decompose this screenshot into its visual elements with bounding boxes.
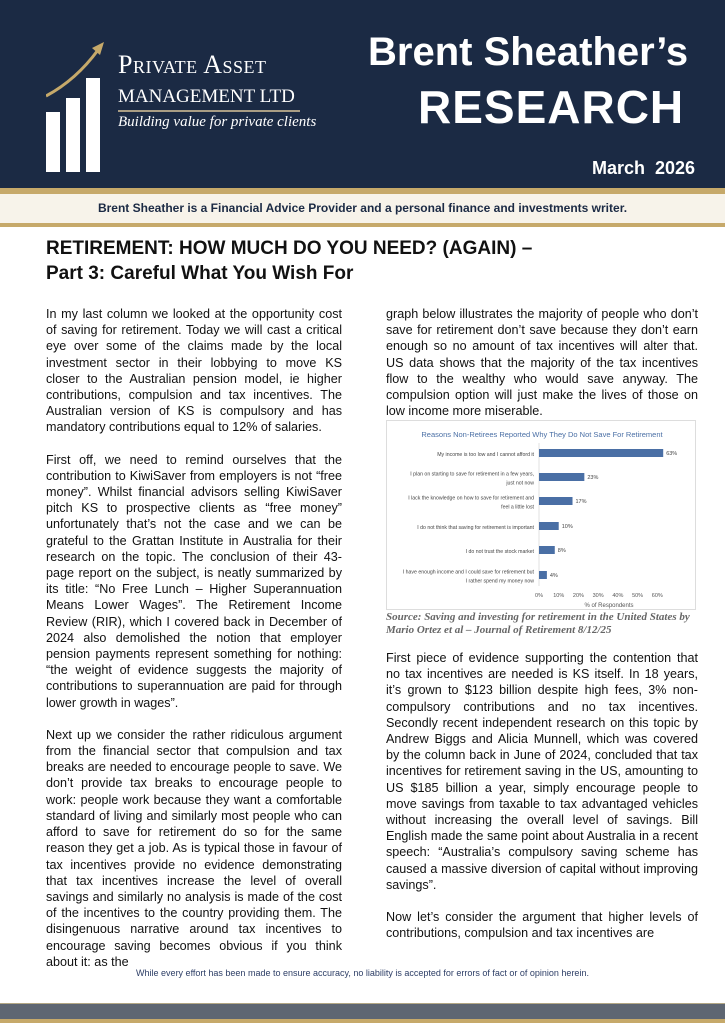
paragraph: First off, we need to remind ourselves that the contribution to KiwiSaver from employers is not “free money”. Whilst financial advisors selling KiwiSaver pitch KS to prospective clients as “free money” unfortunately that’s not the case and we can be grateful to the Grattan Institute in Australia for their research on the topic. The conclusion of their 43-page report on the subject, is neatly summarized by its title: “No Free Lunch – Higher Superannuation Means Lower Wages”. The Retirement Income Review (RIR), which I covered back in December of 2024 also demolished the notion that employer pension payments represent something for nothing: “the weight of evidence suggests the majority of contributions to superannuation are paid for through lower growth in wages”. — [46, 452, 342, 710]
footer-gold-line — [0, 1019, 725, 1023]
masthead — [0, 0, 725, 188]
data-label: 8% — [557, 548, 566, 554]
author-strip: Brent Sheather is a Financial Advice Provider and a personal finance and investments writer. — [0, 194, 725, 223]
data-label: 17% — [575, 499, 587, 505]
logo-name: Private Asset — [118, 50, 267, 79]
paragraph: Next up we consider the rather ridiculous argument from the financial sector that compulsion and tax breaks are needed to encourage people to save. We don’t provide tax breaks to encourage people to work: people work because they want a comfortable standard of living and similarly most people who can afford to save for retirement do so for the same reason they get a job. As is typical those in favour of tax incentives provide no evidence demonstrating that tax incentives increase the level of overall savings and similarly no analysis is made of the cost of the incentives to the country providing them. The disingenuous narrative around tax incentives to encourage saving becomes obvious if you think about it: as the — [46, 727, 342, 969]
category-label: I have enough income and I could save for retirement but — [402, 569, 534, 576]
paragraph: graph below illustrates the majority of people who don’t save for retirement don’t save because they don’t earn enough so no amount of tax incentives will alter that. US data shows that the majority of the tax incentives flow to the wealthy who would save anyway. The compulsion option will just make the lives of those on low income more miserable. — [386, 307, 698, 419]
x-tick-label: 40% — [612, 593, 624, 599]
category-label: I do not trust the stock market — [465, 549, 534, 555]
x-tick-label: 0% — [535, 593, 543, 599]
brand-title: Brent Sheather’s — [368, 30, 689, 74]
x-tick-label: 50% — [632, 593, 644, 599]
data-label: 10% — [561, 524, 573, 530]
category-label: I do not think that saving for retirement is important — [417, 525, 534, 531]
logo-name-2: MANAGEMENT LTD — [118, 86, 295, 107]
paragraph: In my last column we looked at the opportunity cost of saving for retirement. Today we will cast a critical eye over some of the claims made by the local investment sector in their lobbying to move KS closer to the Australian pension model, ie higher contributions, compulsion and tax incentives. The Australian version of KS is compulsory and has mandatory contributions equal to 12% of salaries. — [46, 307, 342, 435]
x-tick-label: 60% — [651, 593, 663, 599]
bar — [539, 497, 573, 505]
gold-divider — [0, 223, 725, 227]
article-title: RETIREMENT: HOW MUCH DO YOU NEED? (AGAIN) – — [46, 238, 533, 259]
category-label: My income is too low and I cannot afford it — [437, 452, 534, 458]
x-axis-label: % of Respondents — [584, 603, 634, 609]
logo-tagline: Building value for private clients — [118, 114, 317, 130]
right-column-bottom — [386, 650, 698, 957]
chart-title: Reasons Non-Retirees Reported Why They Do Not Save For Retirement — [421, 430, 663, 439]
issue-date: March 2026 — [592, 158, 696, 178]
category-label: I lack the knowledge on how to save for retirement and — [408, 495, 534, 502]
bar — [539, 571, 547, 579]
bar — [539, 546, 555, 554]
chart-source: Source: Saving and investing for retirement in the United States by Mario Ortez et al – Journal of Retirement 8/12/25 — [386, 611, 690, 636]
paragraph: First piece of evidence supporting the contention that no tax incentives are needed is KS itself. In 18 years, it’s grown to $123 billion despite high fees, 3% non-compulsory contributions and no tax incentives. Secondly recent independent research on this topic by Andrew Biggs and Alicia Munnell, which was covered by the column back in June of 2024, concluded that tax incentives for retirement saving in the US, amounting to US $185 billion a year, simply encourage people to move savings from taxable to tax advantaged vehicles without increasing the overall level of savings. Bill English made the same point about Australia in a recent speech: “Australia’s compulsory saving scheme has caused a massive diversion of capital without improving savings”. — [386, 651, 698, 892]
article-subtitle: Part 3: Careful What You Wish For — [46, 263, 354, 284]
x-tick-label: 10% — [553, 593, 565, 599]
data-label: 23% — [587, 475, 599, 481]
category-label: feel a little lost — [501, 504, 534, 511]
category-label: I plan on starting to save for retirement in a few years, — [410, 471, 534, 478]
x-tick-label: 20% — [572, 593, 584, 599]
bar — [539, 522, 559, 530]
footer-bar — [0, 1003, 725, 1019]
disclaimer: While every effort has been made to ensure accuracy, no liability is accepted for errors of fact or of opinion herein. — [136, 968, 589, 978]
brand-subtitle: RESEARCH — [418, 81, 685, 133]
paragraph: Now let’s consider the argument that higher levels of contributions, compulsion and tax incentives are — [386, 910, 698, 941]
bar — [539, 449, 663, 457]
logo-divider — [118, 110, 300, 112]
data-label: 63% — [666, 451, 678, 457]
bar-chart — [386, 420, 696, 610]
data-label: 4% — [549, 573, 558, 579]
x-tick-label: 30% — [592, 593, 604, 599]
category-label: I rather spend my money now — [465, 578, 534, 585]
right-column-top — [386, 306, 698, 435]
bar — [539, 473, 584, 481]
category-label: just not now — [506, 480, 534, 487]
logo-chart-icon — [46, 40, 108, 172]
left-column — [46, 306, 342, 986]
